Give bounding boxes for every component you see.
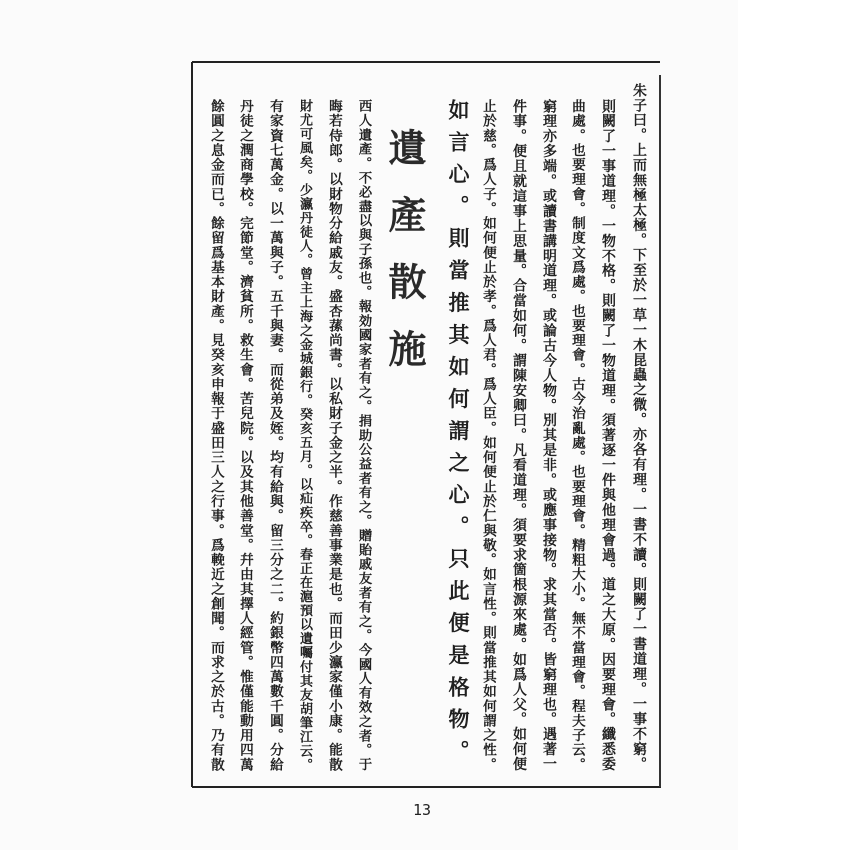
text-column-right-3: 曲處。也要理會。制度文爲處。也要理會。古今治亂處。也要理會。精粗大小。無不當理會。程夫子云。 bbox=[569, 99, 585, 772]
text-column-right-1: 朱子曰。上而無極太極。下至於一草一木昆蟲之微。亦各有理。一書不讀。則闕了一書道理。一事不窮。 bbox=[630, 83, 646, 772]
text-column-right-2: 則闕了一事道理。一物不格。則闕了一物道理。須著逐一件與他理會過。道之大原。因要理會。纖悉委 bbox=[599, 99, 615, 772]
text-column-left-5: 丹徒之潤商學校。完節堂。濟貧所。救生會。苦兒院。以及其他善堂。幷由其擇人經管。惟僅能動用四萬 bbox=[237, 99, 253, 772]
page-number: 13 bbox=[413, 801, 432, 819]
text-column-left-4: 有家資七萬金。以一萬與子。五千與妻。而從弟及姪。均有給與。留三分之二。約銀幣四萬數千圓。分給 bbox=[267, 99, 283, 772]
text-column-right-4: 窮理亦多端。或讀書講明道理。或論古今人物。別其是非。或應事接物。求其當否。皆窮理也。遇著一 bbox=[540, 99, 556, 772]
text-column-right-5: 件事。便且就這事上思量。合當如何。謂陳安卿曰。凡看道理。須要求箇根源來處。如爲人父。如何便 bbox=[510, 99, 526, 772]
section-title: 遺產散施 bbox=[382, 128, 427, 396]
text-column-left-2: 晦若侍郎。以財物分給戚友。盛杏蓀尚書。以私財子金之半。作慈善事業是也。而田少瀛家僅小康。能散 bbox=[326, 99, 342, 772]
text-column-left-6: 餘圓之息金而已。餘留爲基本財產。見癸亥申報于盛田三人之行事。爲輓近之創聞。而求之於古。乃有散 bbox=[208, 99, 224, 772]
text-column-left-1: 西人遺產。不必盡以與子孫也。報効國家者有之。捐助公益者有之。贈貽戚友者有之。今國人有效之者。于 bbox=[356, 99, 371, 772]
frame-right-border bbox=[659, 75, 661, 787]
frame-bottom-border bbox=[192, 786, 661, 788]
text-column-right-6: 止於慈。爲人子。如何便止於孝。爲人君。爲人臣。如何便止於仁與敬。如言性。則當推其如何謂之性。 bbox=[480, 99, 496, 772]
frame-top-border bbox=[192, 61, 660, 63]
frame-left-border bbox=[191, 62, 193, 787]
text-column-left-3: 財尤可風矣。少瀛丹徒人。曾主上海之金城銀行。癸亥五月。以疝疾卒。春正在滬預以遺囑付其友胡筆江云。 bbox=[297, 99, 312, 772]
text-column-right-7: 如言心。則當推其如何謂之心。只此便是格物。 bbox=[446, 99, 471, 772]
